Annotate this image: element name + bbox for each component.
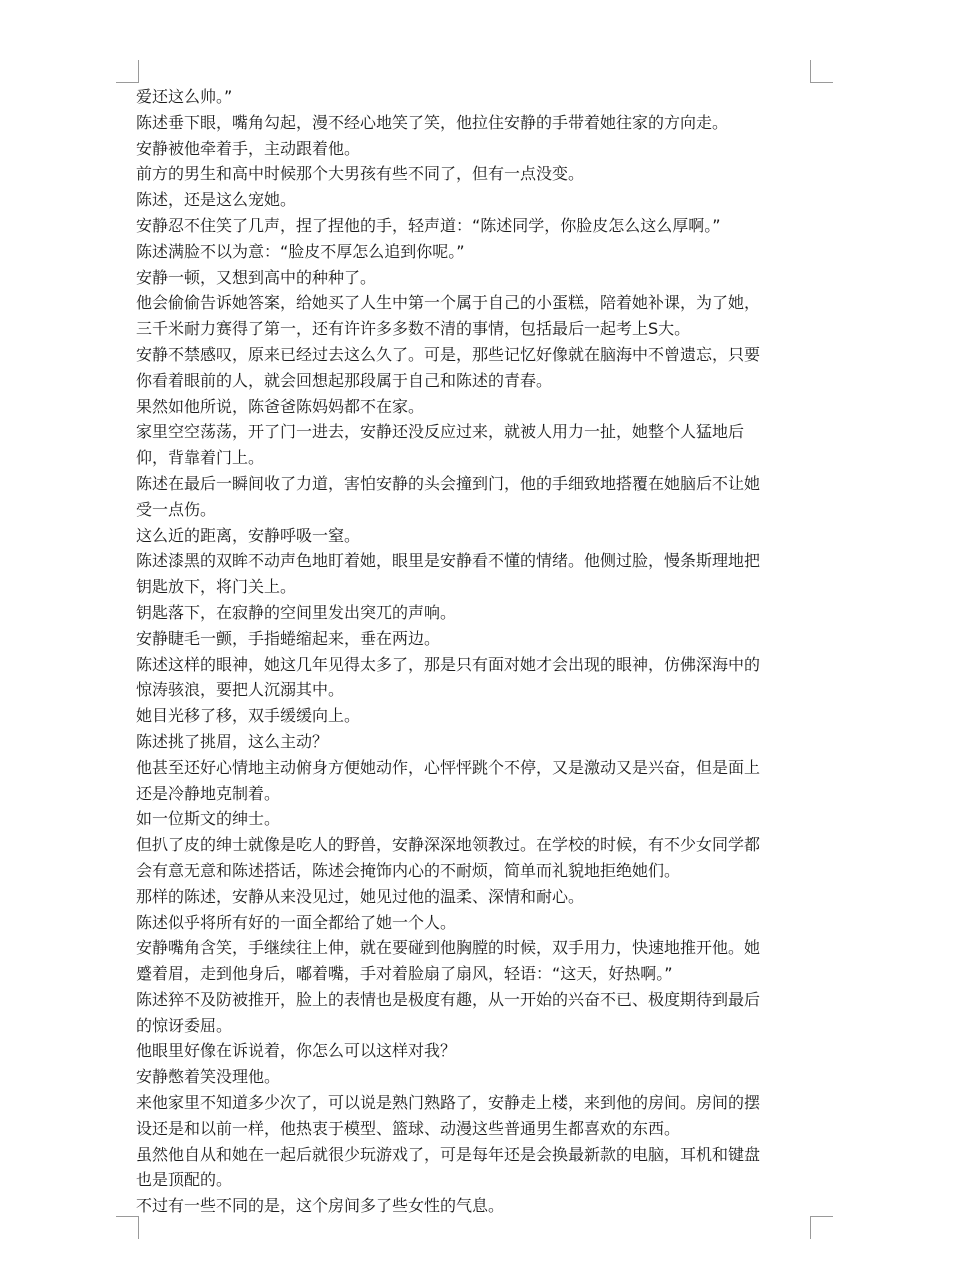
text-line: 这么近的距离，安静呼吸一窒。 — [136, 525, 361, 545]
text-line: 惊涛骇浪，要把人沉溺其中。 — [136, 680, 345, 700]
text-line: 蹙着眉，走到他身后，嘟着嘴，手对着脸扇了扇风，轻语：“这天，好热啊。” — [136, 964, 673, 984]
text-line: 来他家里不知道多少次了，可以说是熟门熟路了，安静走上楼，来到他的房间。房间的摆 — [136, 1093, 761, 1113]
text-line: 陈述在最后一瞬间收了力道，害怕安静的头会撞到门，他的手细致地搭覆在她脑后不让她 — [136, 473, 761, 493]
text-line: 她目光移了移，双手缓缓向上。 — [136, 706, 361, 726]
text-line: 那样的陈述，安静从来没见过，她见过他的温柔、深情和耐心。 — [136, 886, 585, 906]
text-line: 还是冷静地克制着。 — [136, 783, 281, 803]
text-line: 仰，背靠着门上。 — [136, 448, 265, 468]
text-line: 会有意无意和陈述搭话，陈述会掩饰内心的不耐烦，简单而礼貌地拒绝她们。 — [136, 860, 681, 880]
text-line: 陈述这样的眼神，她这几年见得太多了，那是只有面对她才会出现的眼神，仿佛深海中的 — [136, 654, 761, 674]
text-line: 的惊讶委屈。 — [136, 1015, 233, 1035]
text-line: 设还是和以前一样，他热衷于模型、篮球、动漫这些普通男生都喜欢的东西。 — [136, 1118, 681, 1138]
text-line: 陈述垂下眼，嘴角勾起，漫不经心地笑了笑，他拉住安静的手带着她往家的方向走。 — [136, 112, 729, 132]
text-line: 安静嘴角含笑，手继续往上伸，就在要碰到他胸膛的时候，双手用力，快速地推开他。她 — [136, 938, 761, 958]
text-line: 安静一顿，又想到高中的种种了。 — [136, 267, 377, 287]
text-line: 安静不禁感叹，原来已经过去这么久了。可是，那些记忆好像就在脑海中不曾遗忘，只要 — [136, 344, 761, 364]
corner-mark-top-left — [116, 60, 139, 83]
text-line: 钥匙放下，将门关上。 — [136, 577, 297, 597]
document-body — [136, 84, 816, 1245]
text-line: 受一点伤。 — [136, 499, 217, 519]
text-line: 你看着眼前的人，就会回想起那段属于自己和陈述的青春。 — [136, 370, 553, 390]
text-line: 陈述猝不及防被推开，脸上的表情也是极度有趣，从一开始的兴奋不已、极度期待到最后 — [136, 989, 761, 1009]
text-line: 爱还这么帅。” — [136, 87, 233, 106]
text-line: 如一位斯文的绅士。 — [136, 809, 281, 829]
text-line: 果然如他所说，陈爸爸陈妈妈都不在家。 — [136, 396, 425, 416]
text-line: 陈述漆黑的双眸不动声色地盯着她，眼里是安静看不懂的情绪。他侧过脸，慢条斯理地把 — [136, 551, 761, 571]
text-line: 他会偷偷告诉她答案，给她买了人生中第一个属于自己的小蛋糕，陪着她补课，为了她， — [136, 293, 761, 313]
text-line: 陈述满脸不以为意：“脸皮不厚怎么追到你呢。” — [136, 241, 465, 261]
corner-mark-top-right — [810, 60, 833, 83]
text-line: 陈述，还是这么宠她。 — [136, 190, 297, 210]
text-line: 家里空空荡荡，开了门一进去，安静还没反应过来，就被人用力一扯，她整个人猛地后 — [136, 422, 745, 442]
text-line: 也是顶配的。 — [136, 1170, 233, 1190]
text-line: 安静憋着笑没理他。 — [136, 1067, 281, 1087]
text-line: 安静睫毛一颤，手指蜷缩起来，垂在两边。 — [136, 628, 441, 648]
text-line: 前方的男生和高中时候那个大男孩有些不同了，但有一点没变。 — [136, 164, 585, 184]
text-line: 但扒了皮的绅士就像是吃人的野兽，安静深深地领教过。在学校的时候，有不少女同学都 — [136, 835, 761, 855]
text-line: 虽然他自从和她在一起后就很少玩游戏了，可是每年还是会换最新款的电脑，耳机和键盘 — [136, 1144, 761, 1164]
text-line: 陈述挑了挑眉，这么主动？ — [136, 731, 329, 751]
text-line: 他眼里好像在诉说着，你怎么可以这样对我？ — [136, 1041, 457, 1061]
text-line: 三千米耐力赛得了第一，还有许许多多数不清的事情，包括最后一起考上S大。 — [136, 319, 691, 339]
text-line: 安静忍不住笑了几声，捏了捏他的手，轻声道：“陈述同学，你脸皮怎么这么厚啊。” — [136, 215, 721, 235]
text-line: 安静被他牵着手，主动跟着他。 — [136, 138, 361, 158]
text-line: 不过有一些不同的是，这个房间多了些女性的气息。 — [136, 1196, 505, 1216]
text-line — [136, 1219, 816, 1245]
text-line: 陈述似乎将所有好的一面全都给了她一个人。 — [136, 912, 457, 932]
text-line: 他甚至还好心情地主动俯身方便她动作，心怦怦跳个不停，又是激动又是兴奋，但是面上 — [136, 757, 761, 777]
text-line: 钥匙落下，在寂静的空间里发出突兀的声响。 — [136, 602, 457, 622]
